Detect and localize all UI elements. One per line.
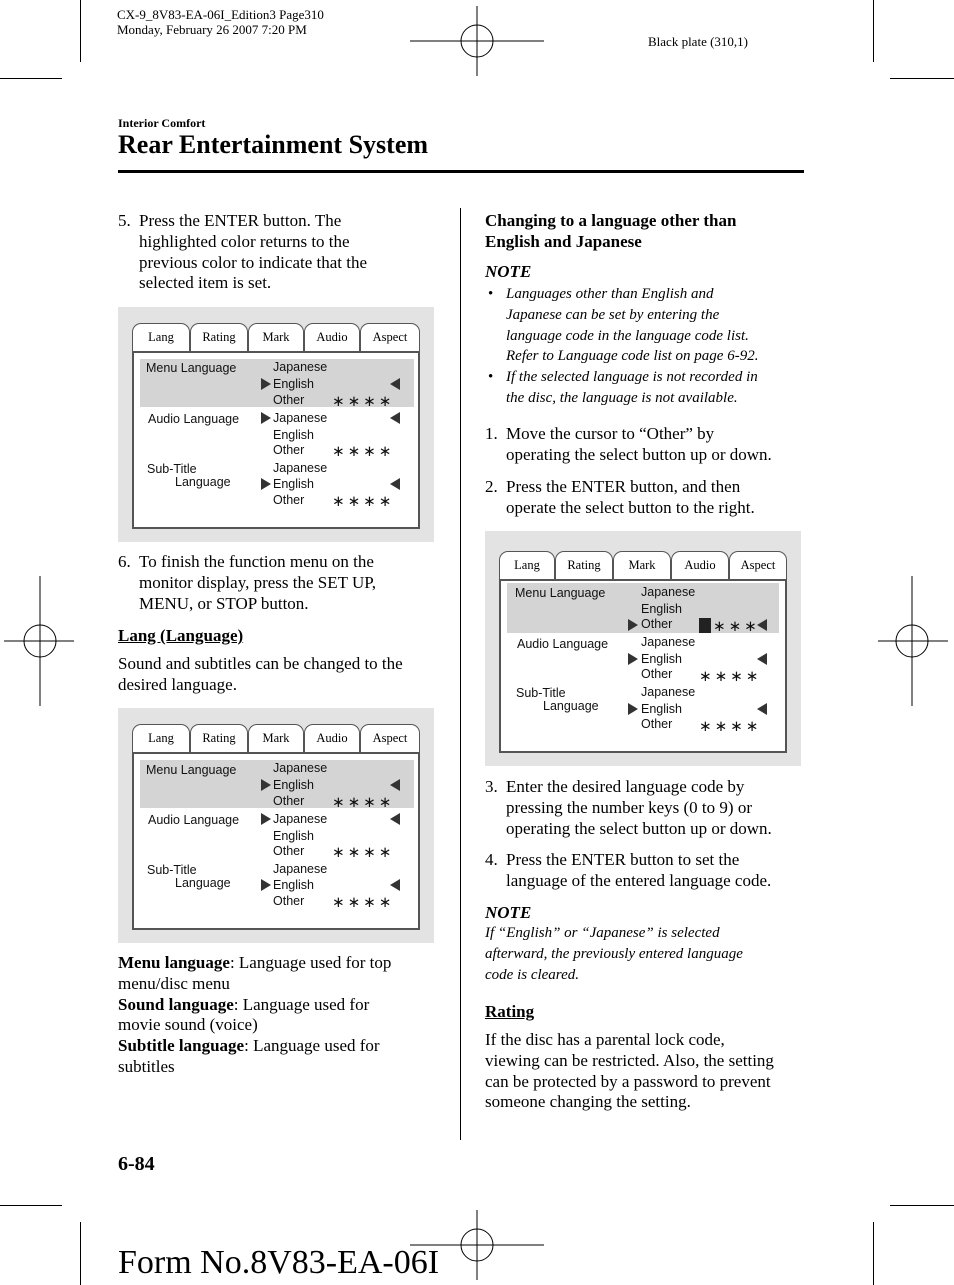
tab-audio: Audio (304, 323, 360, 351)
step-text-line: Press the ENTER button, and then (506, 477, 741, 496)
option-japanese: Japanese (641, 585, 696, 599)
def-term: Sound language (118, 994, 234, 1014)
back-arrow-icon (390, 813, 400, 825)
note-bullet-1 (485, 284, 805, 367)
step-text-line: selected item is set. (139, 273, 272, 293)
select-arrow-icon (261, 779, 271, 791)
step-number: 5. (118, 211, 131, 230)
note-line: Japanese can be set by entering the (506, 306, 720, 323)
back-arrow-icon (390, 412, 400, 424)
code-entry-digits: ∗∗∗ (713, 617, 760, 635)
registration-mark-left (4, 576, 74, 706)
step-text-line: language of the entered language code. (506, 870, 772, 890)
tab-rating: Rating (190, 724, 248, 752)
note-line: Languages other than English and (506, 286, 714, 302)
option-english: English (273, 377, 314, 391)
step-text-line: Move the cursor to “Other” by (506, 424, 715, 443)
audio-language-label: Audio Language (148, 813, 240, 827)
tab-rating: Rating (190, 323, 248, 351)
select-arrow-icon (261, 813, 271, 825)
note-title-2: NOTE (485, 903, 532, 922)
screen-illustration-2 (118, 708, 434, 943)
step-text-line: To finish the function menu on the (139, 552, 374, 571)
note-line: afterward, the previously entered language (485, 945, 743, 962)
code-entry-cursor (699, 618, 711, 633)
option-other: Other (641, 617, 673, 631)
def-text: movie sound (voice) (118, 1015, 258, 1035)
tab-aspect: Aspect (360, 724, 420, 752)
select-arrow-icon (261, 879, 271, 891)
menu-language-label: Menu Language (515, 586, 606, 600)
tab-audio: Audio (671, 551, 729, 579)
def-term: Subtitle language (118, 1036, 245, 1056)
job-line-1: CX-9_8V83-EA-06I_Edition3 Page310 (117, 7, 324, 22)
code-placeholder: ∗∗∗∗ (332, 843, 395, 861)
screen-illustration-1 (118, 307, 434, 542)
note-line: code is cleared. (485, 966, 579, 983)
crop-mark (873, 1222, 874, 1285)
note-line: language code in the language code list. (506, 327, 749, 344)
code-placeholder: ∗∗∗∗ (699, 667, 762, 685)
step-number: 1. (485, 424, 498, 443)
tab-aspect: Aspect (360, 323, 420, 351)
crop-mark (890, 1205, 954, 1206)
registration-mark-right (878, 576, 948, 706)
crop-mark (0, 1205, 62, 1206)
bullet-icon: • (488, 286, 494, 302)
page-title: Rear Entertainment System (118, 130, 429, 159)
step-number: 6. (118, 552, 131, 571)
registration-mark-top (410, 6, 544, 76)
subtitle-label-1: Sub-Title (147, 863, 197, 877)
select-arrow-icon (261, 412, 271, 424)
section-label: Interior Comfort (118, 116, 206, 130)
menu-panel (132, 351, 420, 529)
text-line: If the disc has a parental lock code, (485, 1030, 725, 1049)
def-subtitle (118, 1036, 448, 1057)
def-text: subtitles (118, 1056, 175, 1076)
subtitle-label-1: Sub-Title (147, 462, 197, 476)
option-japanese: Japanese (641, 635, 696, 649)
def-sound (118, 995, 448, 1016)
back-arrow-icon (757, 653, 767, 665)
select-arrow-icon (628, 703, 638, 715)
def-text: menu/disc menu (118, 973, 230, 993)
subtitle-label-2: Language (175, 475, 231, 489)
rating-description (485, 1030, 805, 1113)
job-line-2: Monday, February 26 2007 7:20 PM (117, 22, 307, 37)
option-english: English (641, 652, 682, 666)
audio-language-label: Audio Language (517, 637, 609, 651)
crop-mark (890, 78, 954, 79)
option-english: English (273, 878, 314, 892)
tab-mark: Mark (613, 551, 671, 579)
note-line: If “English” or “Japanese” is selected (485, 925, 720, 941)
code-placeholder: ∗∗∗∗ (332, 793, 395, 811)
select-arrow-icon (628, 653, 638, 665)
crop-mark (873, 0, 874, 62)
def-text: : Language used for (233, 994, 370, 1014)
back-arrow-icon (390, 779, 400, 791)
column-divider (460, 208, 461, 1140)
option-other: Other (273, 493, 305, 507)
select-arrow-icon (628, 619, 638, 631)
back-arrow-icon (757, 619, 767, 631)
option-english: English (273, 428, 314, 442)
back-arrow-icon (757, 703, 767, 715)
subtitle-label-2: Language (543, 699, 599, 713)
option-other: Other (273, 894, 305, 908)
option-other: Other (273, 443, 305, 457)
screen-illustration-3 (485, 531, 801, 766)
tab-rating: Rating (555, 551, 613, 579)
text-line: viewing can be restricted. Also, the setting (485, 1050, 774, 1070)
option-english: English (641, 702, 682, 716)
text-line: Sound and subtitles can be changed to the (118, 654, 403, 673)
note-line: Refer to Language code list on page 6-92. (506, 348, 759, 365)
def-menu (118, 953, 448, 974)
step-text-line: Enter the desired language code by (506, 777, 745, 796)
step-text-line: Press the ENTER button to set the (506, 850, 740, 869)
subtitle-label-1: Sub-Title (516, 686, 566, 700)
step-number: 2. (485, 477, 498, 496)
step-text-line: operating the select button up or down. (506, 444, 772, 464)
crop-mark (80, 0, 81, 62)
def-text: : Language used for (244, 1036, 380, 1056)
back-arrow-icon (390, 378, 400, 390)
option-other: Other (273, 393, 305, 407)
definitions (118, 953, 448, 1078)
step-text-line: MENU, or STOP button. (139, 593, 309, 613)
menu-panel (499, 579, 787, 753)
option-japanese: Japanese (273, 862, 328, 876)
code-placeholder: ∗∗∗∗ (332, 442, 395, 460)
option-english: English (641, 602, 682, 616)
step-number: 3. (485, 777, 498, 796)
note-2 (485, 923, 805, 985)
title-rule (118, 170, 804, 173)
menu-panel (132, 752, 420, 930)
step-number: 4. (485, 850, 498, 869)
def-text: : Language used for top (229, 953, 392, 972)
menu-language-label: Menu Language (146, 763, 237, 777)
select-arrow-icon (261, 478, 271, 490)
option-other: Other (641, 667, 673, 681)
tab-mark: Mark (248, 724, 304, 752)
text-line: desired language. (118, 674, 237, 694)
heading-line: English and Japanese (485, 231, 642, 251)
step-text-line: operate the select button to the right. (506, 497, 755, 517)
back-arrow-icon (390, 879, 400, 891)
select-arrow-icon (261, 378, 271, 390)
step-text-line: operating the select button up or down. (506, 818, 772, 838)
tab-audio: Audio (304, 724, 360, 752)
menu-language-label: Menu Language (146, 361, 237, 375)
form-number: Form No.8V83-EA-06I (118, 1244, 440, 1281)
tab-mark: Mark (248, 323, 304, 351)
code-placeholder: ∗∗∗∗ (332, 893, 395, 911)
code-placeholder: ∗∗∗∗ (332, 492, 395, 510)
rating-heading: Rating (485, 1002, 535, 1021)
option-english: English (273, 829, 314, 843)
option-english: English (273, 477, 314, 491)
def-term: Menu language (118, 953, 230, 972)
option-english: English (273, 778, 314, 792)
step-text-line: previous color to indicate that the (139, 252, 368, 272)
heading-line: Changing to a language other than (485, 211, 737, 230)
option-other: Other (273, 844, 305, 858)
text-line: can be protected by a password to prevent (485, 1071, 771, 1091)
note-line: If the selected language is not recorded in (506, 369, 758, 385)
option-japanese: Japanese (273, 461, 328, 475)
option-other: Other (273, 794, 305, 808)
crop-mark (0, 78, 62, 79)
note-bullet-2 (485, 367, 805, 409)
step-text-line: monitor display, press the SET UP, (139, 572, 377, 592)
option-japanese: Japanese (273, 360, 328, 374)
tab-lang: Lang (499, 551, 555, 583)
step-text-line: pressing the number keys (0 to 9) or (506, 797, 752, 817)
audio-language-label: Audio Language (148, 412, 240, 426)
page-number: 6-84 (118, 1153, 155, 1175)
code-placeholder: ∗∗∗∗ (332, 392, 395, 410)
code-placeholder: ∗∗∗∗ (699, 717, 762, 735)
option-japanese: Japanese (273, 812, 328, 826)
option-other: Other (641, 717, 673, 731)
note-title: NOTE (485, 262, 532, 281)
option-japanese: Japanese (273, 411, 328, 425)
subsection-heading (485, 211, 736, 253)
option-japanese: Japanese (273, 761, 328, 775)
option-japanese: Japanese (641, 685, 696, 699)
tab-lang: Lang (132, 323, 190, 355)
text-line: someone changing the setting. (485, 1092, 691, 1112)
tab-aspect: Aspect (729, 551, 787, 579)
note-line: the disc, the language is not available. (506, 389, 738, 406)
step-text-line: highlighted color returns to the (139, 231, 350, 251)
crop-mark (80, 1222, 81, 1285)
tab-lang: Lang (132, 724, 190, 756)
subtitle-label-2: Language (175, 876, 231, 890)
lang-description (118, 654, 403, 696)
plate-label: Black plate (310,1) (648, 34, 748, 49)
lang-heading: Lang (Language) (118, 626, 244, 645)
bullet-icon: • (488, 369, 494, 385)
step-text-line: Press the ENTER button. The (139, 211, 342, 230)
back-arrow-icon (390, 478, 400, 490)
